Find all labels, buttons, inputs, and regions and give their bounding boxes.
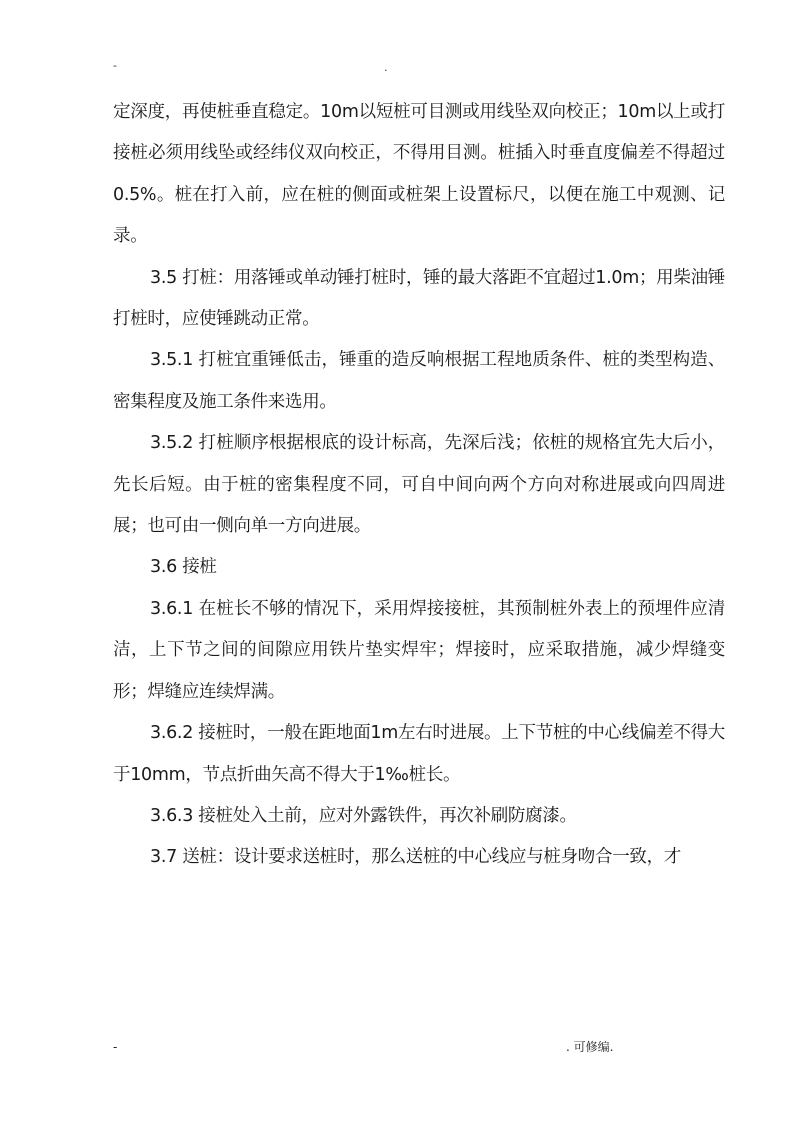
paragraph-3-6-2: 3.6.2 接桩时，一般在距地面1m左右时进展。上下节桩的中心线偏差不得大于10mm，节点折曲矢高不得大于1‰桩长。: [113, 723, 725, 785]
paragraph-3-5-2: 3.5.2 打桩顺序根据根底的设计标高，先深后浅；依桩的规格宜先大后小，先长后短。由于桩的密集程度不同，可自中间向两个方向对称进展或向四周进展；也可由一侧向单一方向进展。: [113, 433, 725, 537]
paragraph-3-7: 3.7 送桩：设计要求送桩时，那么送桩的中心线应与桩身吻合一致，才: [150, 847, 681, 868]
paragraph-3-5-1: 3.5.1 打桩宜重锤低击，锤重的造反响根据工程地质条件、桩的类型构造、密集程度及施工条件来选用。: [113, 350, 725, 412]
paragraph-3-6-heading: 3.6 接桩: [150, 557, 217, 578]
header-center-mark: .: [384, 61, 388, 74]
footer-left-mark: -: [113, 1040, 118, 1054]
paragraph-continuation: 定深度，再使桩垂直稳定。10m以短桩可目测或用线坠双向校正；10m以上或打接桩必须用线坠或经纬仪双向校正，不得用目测。桩插入时垂直度偏差不得超过0.5%。桩在打入前，应在桩的侧面或桩架上设置标尺，以便在施工中观测、记录。: [113, 102, 725, 247]
paragraph-3-5: 3.5 打桩：用落锤或单动锤打桩时，锤的最大落距不宜超过1.0m；用柴油锤打桩时，应使锤跳动正常。: [113, 267, 725, 330]
paragraph-3-6-3: 3.6.3 接桩处入土前，应对外露铁件，再次补刷防腐漆。: [150, 805, 577, 826]
paragraph-3-6-1: 3.6.1 在桩长不够的情况下，采用焊接接桩，其预制桩外表上的预埋件应清洁，上下节之间的间隙应用铁片垫实焊牢；焊接时，应采取措施，减少焊缝变形；焊缝应连续焊满。: [113, 598, 725, 702]
footer-right-text: . 可修编.: [566, 1040, 614, 1054]
document-body: [113, 92, 725, 879]
header-left-mark: -: [113, 59, 117, 72]
